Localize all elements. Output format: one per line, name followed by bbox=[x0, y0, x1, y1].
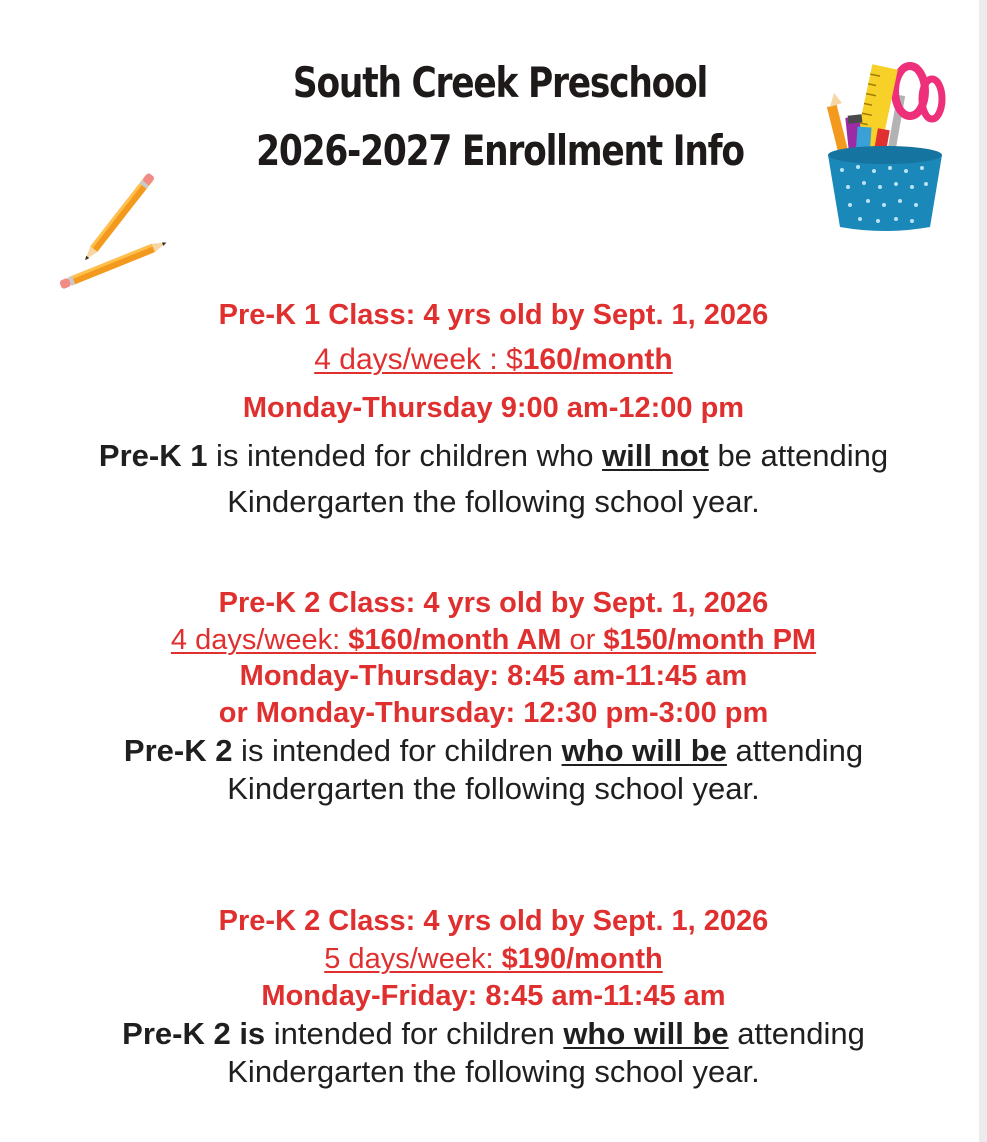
description-line-1 bbox=[0, 433, 987, 479]
class-section-prek2-4day bbox=[0, 584, 987, 808]
class-section-prek2-5day bbox=[0, 902, 987, 1091]
schedule-line: or Monday-Thursday: 12:30 pm-3:00 pm bbox=[218, 697, 769, 729]
rate-price: $190 bbox=[501, 943, 567, 975]
class-name: Pre-K 2 is bbox=[122, 1016, 266, 1051]
class-name: Pre-K 2 bbox=[123, 733, 233, 768]
desc-text: is intended for children who bbox=[207, 438, 603, 473]
rate-suffix: /month bbox=[566, 943, 663, 975]
description-line-2: Kindergarten the following school year. bbox=[227, 1054, 760, 1089]
rate-middle: or bbox=[561, 624, 604, 656]
rate-line bbox=[0, 940, 987, 978]
description-line-2: Kindergarten the following school year. bbox=[227, 484, 760, 519]
class-heading: Pre-K 2 Class: 4 yrs old by Sept. 1, 2026 bbox=[218, 587, 769, 619]
schedule-line: Monday-Thursday 9:00 am-12:00 pm bbox=[242, 392, 745, 424]
rate-prefix: 4 days/week: bbox=[170, 624, 349, 656]
rate-prefix: 5 days/week: bbox=[324, 943, 502, 975]
page-subtitle: 2026-2027 Enrollment Info bbox=[256, 126, 744, 175]
rate-line bbox=[0, 337, 987, 383]
class-section-prek1 bbox=[0, 293, 987, 525]
desc-emphasis: will not bbox=[602, 438, 709, 473]
pencil-cup-icon bbox=[820, 55, 950, 235]
rate-price: 160 bbox=[522, 343, 573, 376]
rate-am-price: $160 bbox=[348, 624, 413, 656]
desc-text: intended for children bbox=[265, 1016, 564, 1051]
class-heading: Pre-K 1 Class: 4 yrs old by Sept. 1, 2026 bbox=[218, 299, 769, 331]
class-heading: Pre-K 2 Class: 4 yrs old by Sept. 1, 2026 bbox=[218, 905, 769, 937]
desc-text: attending bbox=[728, 1016, 865, 1051]
desc-text: attending bbox=[726, 733, 864, 768]
desc-text: is intended for children bbox=[232, 733, 562, 768]
description-line-2: Kindergarten the following school year. bbox=[227, 771, 760, 806]
page-title: South Creek Preschool bbox=[292, 58, 708, 107]
rate-pm-price: $150 bbox=[603, 624, 668, 656]
schedule-line: Monday-Thursday: 8:45 am-11:45 am bbox=[239, 660, 748, 692]
rate-line bbox=[0, 622, 987, 658]
description-line-1 bbox=[0, 732, 987, 770]
desc-emphasis: who will be bbox=[561, 733, 727, 768]
class-name: Pre-K 1 bbox=[98, 438, 208, 473]
pencils-icon bbox=[55, 165, 185, 295]
rate-suffix: /month bbox=[572, 343, 673, 376]
desc-text: be attending bbox=[708, 438, 889, 473]
rate-pm-suffix: /month PM bbox=[667, 624, 817, 656]
rate-am-suffix: /month AM bbox=[412, 624, 562, 656]
description-line-1 bbox=[0, 1015, 987, 1053]
rate-prefix: 4 days/week : $ bbox=[314, 343, 523, 376]
schedule-line: Monday-Friday: 8:45 am-11:45 am bbox=[261, 980, 726, 1012]
desc-emphasis: who will be bbox=[563, 1016, 729, 1051]
